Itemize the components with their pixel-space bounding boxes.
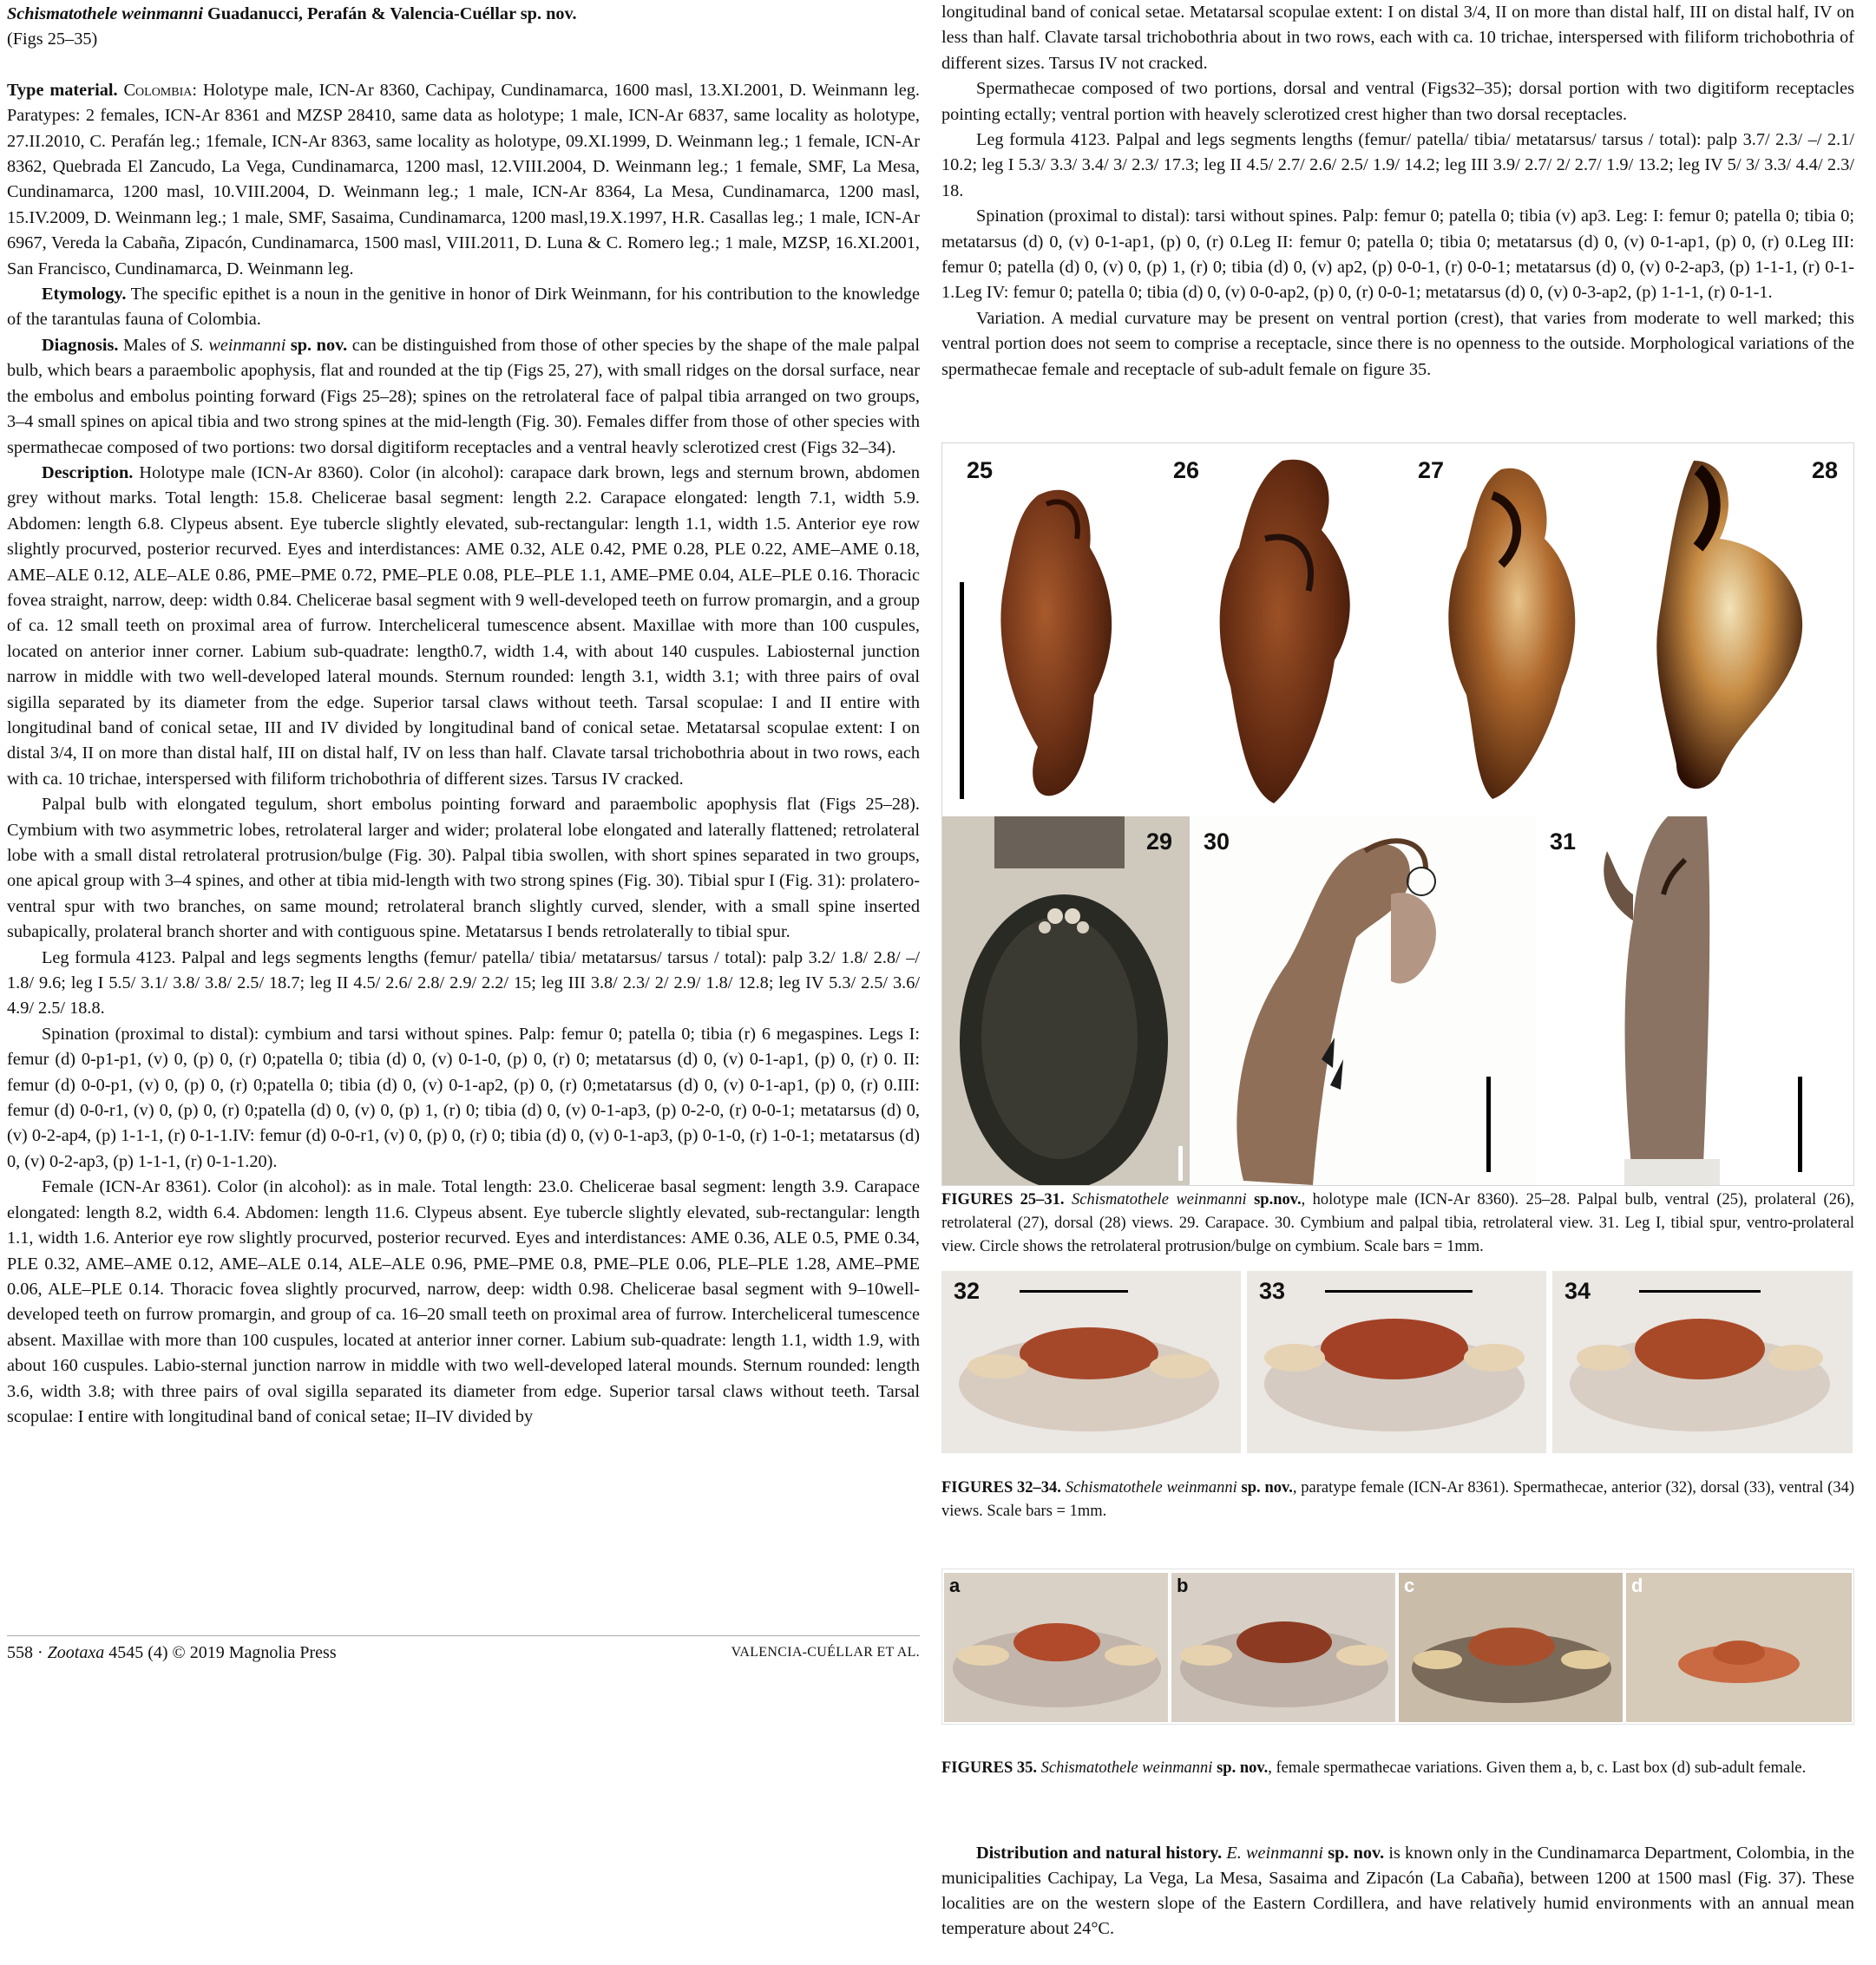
variation-paragraph: Variation. A medial curvature may be present on ventral portion (crest), that varies from moderate to well marked; this ventral portion does not seem to comprise a receptacle, since there is no openness to the outside. Morphological variations of the spermathecae female and receptacle of sub-adult female on figure 35. bbox=[941, 308, 1854, 379]
female-leg-paragraph: Leg formula 4123. Palpal and legs segments lengths (femur/ patella/ tibia/ metatarsus/ tarsus / total): palp 3.7/ 2.3/ –/ 2.1/ 10.2; leg I 5.3/ 3.3/ 3.4/ 3/ 2.3/ 17.3; leg II 4.5/ 2.7/ 2.6/ 2.5/ 1.9/ 14.2; leg III 3.9/ 2.7/ 2/ 2.7/ 1.9/ 13.2; leg IV 5/ 3/ 3.3/ 4.4/ 2.3/ 18. bbox=[941, 130, 1854, 200]
figure-label-35a: a bbox=[949, 1575, 961, 1596]
palpal-bulb-28-image bbox=[1616, 443, 1853, 815]
diagnosis-paragraph: Diagnosis. Males of S. weinmanni sp. nov. can be distinguished from those of other species by the shape of the male palpal bulb, which bears a paraembolic apophysis, flat and rounded at the tip (Figs 25, 27), with small ridges on the dorsal surface, near the embolus and embolus pointing forward (Figs 25–28); spines on the retrolateral face of palpal tibia arranged on two groups, 3–4 small spines on apical tibia and two strong spines at the mid-length (Fig. 30). Females differ from those of other species with spermathecae composed of two portions: two dorsal digitiform receptacles and a ventral heavly sclerotized crest (Figs 32–34). bbox=[7, 335, 920, 457]
page-footer bbox=[7, 1635, 920, 1662]
spination-paragraph: Spination (proximal to distal): cymbium and tarsi without spines. Palp: femur 0; patella 0; tibia (r) 6 megaspines. Legs I: femur (d) 0-p1-p1, (v) 0, (p) 0, (r) 0;patella 0; tibia (d) 0, (v) 0-1-0, (p) 0, (r) 0; metatarsus (d) 0, (v) 0-1-ap1, (p) 0, (r) 0. II: femur (d) 0-0-p1, (v) 0, (p) 0, (r) 0;patella 0; tibia (d) 0, (v) 0-1-ap2, (p) 0, (r) 0;metatarsus (d) 0, (v) 0-1-ap1, (p) 0, (r) 0.III: femur (d) 0-0-r1, (v) 0, (p) 0, (r) 0;patella (d) 0, (v) 0, (p) 1, (r) 0; tibia (d) 0, (v) 0-1-ap3, (p) 0-2-0, (r) 0-0-1; metatarsus (d) 0, (v) 0-2-ap4, (p) 1-1-1, (r) 0-1-1.IV: femur (d) 0-0-r1, (v) 0, (p) 0, (r) 0; tibia (d) 0, (v) 0-1-ap3, (p) 0-1-0, (r) 1-0-1; metatarsus (d) 0, (v) 0-2-ap3, (p) 1-1-1, (r) 0-1-1.20). bbox=[7, 1024, 920, 1171]
spermathecae-a-image bbox=[944, 1573, 1168, 1722]
figure-30-cymbium-palpal-tibia bbox=[1191, 816, 1536, 1185]
female-spination-paragraph: Spination (proximal to distal): tarsi without spines. Palp: femur 0; patella 0; tibia (v) ap3. Leg: I: femur 0; patella 0; tibia 0; metatarsus (d) 0, (v) 0-1-ap1, (p) 0, (r) 0.Leg II: femur 0; patella 0; tibia 0; metatarsus (d) 0, (v) 0-1-ap1, (p) 0, (r) 0.Leg III: femur 0; patella (d) 0, (v) 0, (p) 1, (r) 0; tibia (d) 0, (v) ap2, (p) 0-0-1, (r) 0-0-1; metatarsus (d) 0, (v) 0-2-ap3, (p) 1-1-1, (r) 0-1-1.Leg IV: femur 0; patella 0; tibia (d) 0, (v) 0-0-ap2, (p) 0, (r) 0-0-1; metatarsus (d) 0, (v) 0-3-ap2, (p) 1-1-1, (r) 0-1-1. bbox=[941, 206, 1854, 303]
figure-label-35d: d bbox=[1631, 1575, 1643, 1596]
palpal-bulb-paragraph: Palpal bulb with elongated tegulum, short embolus pointing forward and paraembolic apophysis flat (Figs 25–28). Cymbium with two asymmetric lobes, retrolateral larger and wider; prolateral lobe elongated and laterally flattened; retrolateral lobe with a small distal retrolateral protrusion/bulge (Fig. 30). Palpal tibia swollen, with short spines separated in two groups, one apical group with 3–4 spines, and other at tibia mid-length with two strong spines (Fig. 30). Tibial spur I (Fig. 31): prolatero-ventral spur with two branches, on same mound; retrolateral branch slightly curved, slender, with a small spine inserted subapically, prolateral branch shorter and with contiguous spine. Metatarsus I bends retrolaterally to tibial spur. bbox=[7, 795, 920, 942]
figure-34-spermathecae-ventral bbox=[1552, 1271, 1853, 1453]
figure-28-palpal-bulb-dorsal bbox=[1616, 443, 1853, 815]
figure-plate-25-31 bbox=[941, 442, 1854, 1186]
right-column bbox=[941, 0, 1854, 383]
figure-label-28: 28 bbox=[1811, 457, 1838, 483]
caption-figures-25-31: FIGURES 25–31. Schismatothele weinmanni sp.nov., holotype male (ICN-Ar 8360). 25–28. Palpal bulb, ventral (25), prolateral (26), retrolateral (27), dorsal (28) views. 29. Carapace. 30. Cymbium and palpal tibia, retrolateral view. 31. Leg I, tibial spur, ventro-prolateral view. Circle shows the retrolateral protrusion/bulge on cymbium. Scale bars = 1mm. bbox=[941, 1191, 1854, 1255]
figure-label-27: 27 bbox=[1418, 457, 1445, 483]
figure-35d-subadult-receptacle bbox=[1626, 1573, 1852, 1722]
running-head: VALENCIA-CUÉLLAR ET AL. bbox=[731, 1645, 920, 1660]
species-authors: Guadanucci, Perafán & Valencia-Cuéllar sp. nov. bbox=[202, 4, 577, 23]
continued-paragraph: longitudinal band of conical setae. Metatarsal scopulae extent: I on distal 3/4, II on more than distal half, III on distal half, IV on less than half. Clavate tarsal trichobothria about in two rows, each with ca. 10 trichae, interspersed with filiform trichobothria of different sizes. Tarsus IV not cracked. bbox=[941, 3, 1854, 73]
species-heading bbox=[7, 2, 920, 27]
figure-label-26: 26 bbox=[1173, 457, 1200, 483]
palpal-bulb-27-image bbox=[1397, 443, 1614, 815]
caption-figures-32-34: FIGURES 32–34. Schismatothele weinmanni sp. nov., paratype female (ICN-Ar 8361). Spermathecae, anterior (32), dorsal (33), ventral (34) views. Scale bars = 1mm. bbox=[941, 1479, 1854, 1520]
carapace-image bbox=[942, 816, 1190, 1185]
figure-label-33: 33 bbox=[1259, 1278, 1286, 1304]
figure-label-35b: b bbox=[1177, 1575, 1189, 1596]
figure-label-31: 31 bbox=[1550, 829, 1577, 855]
figure-label-29: 29 bbox=[1145, 829, 1172, 855]
figure-35b-spermathecae bbox=[1171, 1573, 1395, 1722]
journal-name: Zootaxa bbox=[47, 1643, 105, 1662]
footer-citation: 558 · Zootaxa 4545 (4) © 2019 Magnolia Press bbox=[7, 1643, 337, 1662]
figure-plate-32-34 bbox=[941, 1267, 1853, 1453]
figure-label-35c: c bbox=[1404, 1575, 1415, 1596]
spermathecae-c-image bbox=[1399, 1573, 1623, 1722]
figure-label-34: 34 bbox=[1564, 1278, 1591, 1304]
figure-31-tibial-spur bbox=[1538, 816, 1853, 1185]
species-name: Schismatothele weinmanni bbox=[7, 4, 203, 23]
tibial-spur-image bbox=[1538, 816, 1853, 1185]
female-description-paragraph: Female (ICN-Ar 8361). Color (in alcohol): as in male. Total length: 23.0. Chelicerae basal segment: length 3.9. Carapace elongated: length 8.2, width 6.4. Abdomen: length 11.6. Clypeus absent. Eye tubercle slightly elevated, sub-rectangular: length 1.1, width 1.6. Anterior eye row slightly procurved, posterior recurved. Eyes and interdistances: AME 0.36, ALE 0.5, PME 0.34, PLE 0.32, AME–AME 0.12, AME–ALE 0.14, ALE–ALE 0.96, PME–PME 0.8, PME–PLE 0.06, PLE–PLE 1.28, AME–PME 0.06, ALE–PLE 0.14. Thoracic fovea slightly procurved, narrow, deep: width 0.98. Chelicerae basal segment with 9–10well-developed teeth on furrow promargin, and group of ca. 16–20 small teeth on proximal area of furrow. Intercheliceral tumescence absent. Maxillae with more than 100 cuspules, located at anterior inner corner. Labium sub-quadrate: length 1.1, width 1.9, with about 160 cuspules. Labio-sternal junction narrow in middle with two well-developed lateral mounds. Sternum rounded: length 3.6, width 3.8; with three pairs of oval sigilla separated its diameter from edge. Superior tarsal claws without teeth. Tarsal scopulae: I entire with longitudinal band of conical setae; II–IV divided by bbox=[7, 1177, 920, 1426]
figure-label-32: 32 bbox=[954, 1278, 981, 1304]
left-column bbox=[7, 0, 920, 1430]
distribution-paragraph: Distribution and natural history. E. weinmanni sp. nov. is known only in the Cundinamarca Department, Colombia, in the municipalities Cachipay, La Vega, La Mesa, Sasaima and Zipacón (La Cabaña), between 1200 at 1500 masl (Fig. 37). These localities are on the western slope of the Eastern Cordillera, and have relatively humid environments with an annual mean temperature about 24°C. bbox=[941, 1844, 1854, 1938]
figure-35c-spermathecae bbox=[1399, 1573, 1623, 1722]
spermathecae-b-image bbox=[1171, 1573, 1395, 1722]
figure-29-carapace bbox=[942, 816, 1190, 1185]
spermathecae-32-image bbox=[941, 1271, 1241, 1453]
figure-26-palpal-bulb-prolateral bbox=[1152, 443, 1395, 815]
figure-plate-35 bbox=[941, 1569, 1854, 1725]
description-paragraph: Description. Holotype male (ICN-Ar 8360). Color (in alcohol): carapace dark brown, legs and sternum brown, abdomen grey without marks. Total length: 15.8. Chelicerae basal segment: length 2.2. Carapace elongated: length 7.1, width 5.9. Abdomen: length 6.8. Clypeus absent. Eye tubercle slightly elevated, sub-rectangular: length 1.1, width 1.5. Anterior eye row slightly procurved, posterior recurved. Eyes and interdistances: AME 0.32, ALE 0.42, PME 0.28, PLE 0.22, AME–AME 0.18, AME–ALE 0.12, ALE–ALE 0.86, PME–PME 0.72, PME–PLE 0.08, PLE–PLE 1.1, AME–PME 0.04, ALE–PLE 0.16. Thoracic fovea straight, narrow, deep: width 0.84. Chelicerae basal segment with 9 well-developed teeth on furrow promargin, and a group of ca. 12 small teeth on proximal area of furrow. Intercheliceral tumescence absent. Maxillae with more than 100 cuspules, located on anterior inner corner. Labium sub-quadrate: length0.7, width 1.4, with about 140 cuspules. Labiosternal junction narrow in middle with two well-developed lateral mounds. Sternum rounded: length 3.1, width 3.1; with three pairs of oval sigilla separated by its diameter from the edge. Superior tarsal claws without teeth. Tarsal scopulae: I and II entire with longitudinal band of conical setae, III and IV divided by longitudinal band of conical setae. Metatarsal scopulae extent: I on distal 3/4, II on more than distal half, III on distal half, IV on less than half. Clavate tarsal trichobothria about in two rows, each with ca. 10 trichae, interspersed with filiform trichobothria of different sizes. Tarsus IV cracked. bbox=[7, 462, 920, 789]
figure-25-palpal-bulb-ventral bbox=[942, 443, 1151, 815]
etymology-paragraph: Etymology. The specific epithet is a noun in the genitive in honor of Dirk Weinmann, for his contribution to the knowledge of the tarantulas fauna of Colombia. bbox=[7, 285, 920, 330]
leg-formula-paragraph: Leg formula 4123. Palpal and legs segments lengths (femur/ patella/ tibia/ metatarsus/ tarsus / total): palp 3.2/ 1.8/ 2.8/ –/ 1.8/ 9.6; leg I 5.5/ 3.1/ 3.8/ 3.8/ 2.5/ 18.7; leg II 4.5/ 2.6/ 2.8/ 2.9/ 2.2/ 15; leg III 3.8/ 2.3/ 2/ 2.9/ 1.8/ 12.8; leg IV 5.3/ 2.5/ 3.6/ 4.9/ 2.5/ 18.8. bbox=[7, 947, 920, 1019]
spermathecae-d-image bbox=[1626, 1573, 1852, 1722]
figure-32-spermathecae-anterior bbox=[941, 1271, 1241, 1453]
figure-35a-spermathecae bbox=[944, 1573, 1168, 1722]
palpal-bulb-25-image bbox=[942, 443, 1151, 815]
spermathecae-paragraph: Spermathecae composed of two portions, dorsal and ventral (Figs32–35); dorsal portion with two digitiform receptacles pointing ectally; ventral portion with heavely sclerotized crest higher than two dorsal receptacles. bbox=[941, 79, 1854, 124]
spermathecae-33-image bbox=[1247, 1271, 1546, 1453]
country: Colombia bbox=[123, 80, 193, 100]
caption-figure-35: FIGURES 35. Schismatothele weinmanni sp. nov., female spermathecae variations. Given them a, b, c. Last box (d) sub-adult female. bbox=[941, 1759, 1807, 1777]
palpal-bulb-26-image bbox=[1152, 443, 1395, 815]
figure-label-30: 30 bbox=[1204, 829, 1230, 855]
cymbium-tibia-image bbox=[1191, 816, 1536, 1185]
figure-reference: (Figs 25–35) bbox=[7, 29, 98, 49]
spermathecae-34-image bbox=[1552, 1271, 1853, 1453]
figure-27-palpal-bulb-retrolateral bbox=[1397, 443, 1614, 815]
page-number: 558 bbox=[7, 1643, 33, 1662]
figure-label-25: 25 bbox=[967, 457, 994, 483]
figure-33-spermathecae-dorsal bbox=[1247, 1271, 1546, 1453]
type-material-paragraph: Type material. Colombia: Holotype male, ICN-Ar 8360, Cachipay, Cundinamarca, 1600 masl, 13.XI.2001, D. Weinmann leg. Paratypes: 2 females, ICN-Ar 8361 and MZSP 28410, same data as holotype; 1 male, ICN-Ar 6837, same locality as holotype, 27.II.2010, C. Perafán leg.; 1female, ICN-Ar 8363, same locality as holotype, 09.XI.1999, D. Weinmann leg.; 1 female, ICN-Ar 8362, Quebrada El Zancudo, La Vega, Cundinamarca, 1200 masl, 12.VIII.2004, D. Weinmann leg.; 1 female, SMF, La Mesa, Cundinamarca, 1200 masl, 10.VIII.2004, D. Weinmann leg.; 1 male, ICN-Ar 8364, La Mesa, Cundinamarca, 1200 masl, 15.IV.2009, D. Weinmann leg.; 1 male, SMF, Sasaima, Cundinamarca, 1200 masl,19.X.1997, H.R. Casallas leg.; 1 male, ICN-Ar 6967, Vereda la Cabaña, Zipacón, Cundinamarca, 1500 masl, VIII.2011, D. Luna & C. Romero leg.; 1 male, MZSP, 16.XI.2001, San Francisco, Cundinamarca, D. Weinmann leg. bbox=[7, 80, 920, 278]
